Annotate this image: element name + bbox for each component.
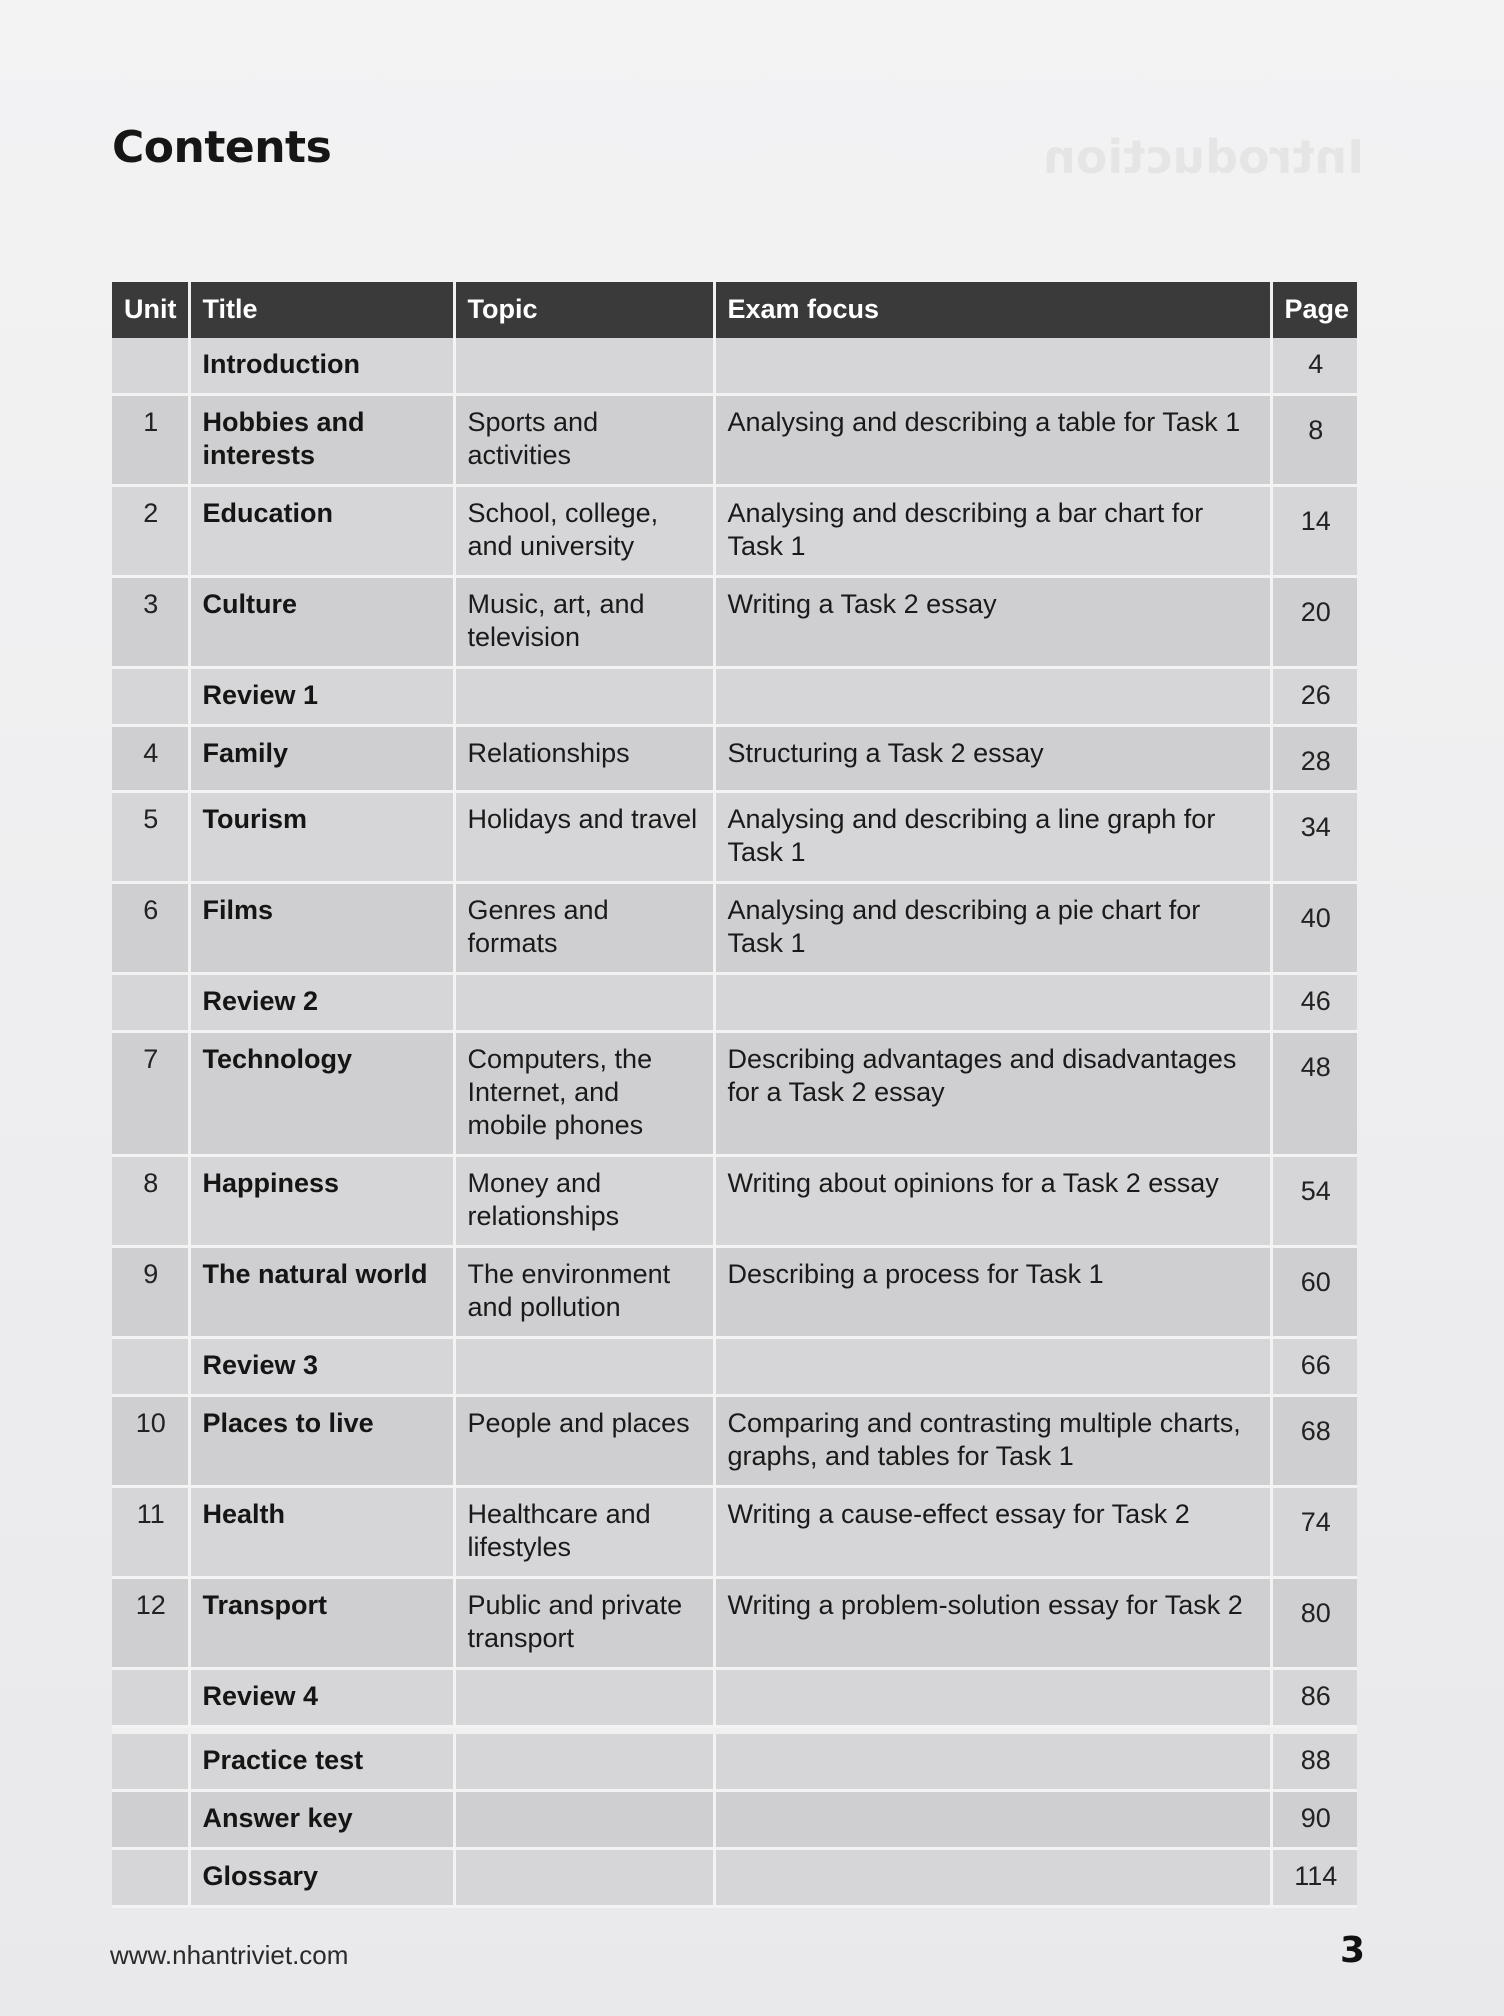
row-topic <box>454 1669 714 1727</box>
row-title: Technology <box>189 1032 454 1156</box>
row-unit: 6 <box>112 883 189 974</box>
row-unit <box>112 668 189 726</box>
row-topic: Money and relationships <box>454 1156 714 1247</box>
row-title: Review 2 <box>189 974 454 1032</box>
row-page: 90 <box>1271 1791 1357 1849</box>
row-topic: Holidays and travel <box>454 792 714 883</box>
row-page: 54 <box>1271 1156 1357 1247</box>
header-exam-focus: Exam focus <box>714 282 1271 338</box>
website-url: www.nhantriviet.com <box>110 1940 349 1970</box>
row-exam-focus: Describing advantages and disadvantages for a Task 2 essay <box>714 1032 1271 1156</box>
row-exam-focus: Structuring a Task 2 essay <box>714 726 1271 792</box>
row-unit: 1 <box>112 395 189 486</box>
page-number: 3 <box>1340 1930 1366 1971</box>
row-exam-focus <box>714 1338 1271 1396</box>
table-row <box>112 1578 1357 1669</box>
row-page: 86 <box>1271 1669 1357 1727</box>
row-unit: 9 <box>112 1247 189 1338</box>
row-title: Review 4 <box>189 1669 454 1727</box>
row-topic: Sports and activities <box>454 395 714 486</box>
row-page: 26 <box>1271 668 1357 726</box>
contents-table <box>112 282 1357 1908</box>
table-header-row <box>112 282 1357 338</box>
row-exam-focus: Writing a cause-effect essay for Task 2 <box>714 1487 1271 1578</box>
table-row <box>112 1338 1357 1396</box>
table-row <box>112 486 1357 577</box>
row-topic: Relationships <box>454 726 714 792</box>
row-title: Happiness <box>189 1156 454 1247</box>
table-row <box>112 1032 1357 1156</box>
row-title: Family <box>189 726 454 792</box>
row-title: Review 1 <box>189 668 454 726</box>
table-row <box>112 1396 1357 1487</box>
table-body <box>112 338 1357 1907</box>
show-through-text: Introduction <box>1042 130 1364 184</box>
row-title: Culture <box>189 577 454 668</box>
row-exam-focus <box>714 1734 1271 1791</box>
row-exam-focus: Comparing and contrasting multiple charts, graphs, and tables for Task 1 <box>714 1396 1271 1487</box>
row-topic: Music, art, and television <box>454 577 714 668</box>
row-topic: Healthcare and lifestyles <box>454 1487 714 1578</box>
row-unit <box>112 974 189 1032</box>
table-row <box>112 883 1357 974</box>
table-divider-cell <box>112 1727 1357 1735</box>
row-exam-focus: Writing a problem-solution essay for Task 2 <box>714 1578 1271 1669</box>
row-unit <box>112 1338 189 1396</box>
row-exam-focus: Analysing and describing a line graph for Task 1 <box>714 792 1271 883</box>
row-exam-focus: Analysing and describing a bar chart for Task 1 <box>714 486 1271 577</box>
row-unit <box>112 1734 189 1791</box>
row-unit: 2 <box>112 486 189 577</box>
row-exam-focus <box>714 1669 1271 1727</box>
header-topic: Topic <box>454 282 714 338</box>
row-topic: The environment and pollution <box>454 1247 714 1338</box>
row-topic: School, college, and university <box>454 486 714 577</box>
row-page: 114 <box>1271 1849 1357 1907</box>
row-title: Answer key <box>189 1791 454 1849</box>
row-topic <box>454 974 714 1032</box>
row-unit: 10 <box>112 1396 189 1487</box>
table-row <box>112 974 1357 1032</box>
row-page: 80 <box>1271 1578 1357 1669</box>
row-topic <box>454 1338 714 1396</box>
row-topic: Genres and formats <box>454 883 714 974</box>
table-row <box>112 1156 1357 1247</box>
row-topic: Computers, the Internet, and mobile phones <box>454 1032 714 1156</box>
row-unit: 5 <box>112 792 189 883</box>
row-topic: Public and private transport <box>454 1578 714 1669</box>
row-exam-focus: Writing about opinions for a Task 2 essay <box>714 1156 1271 1247</box>
table-row <box>112 1849 1357 1907</box>
table-row <box>112 1487 1357 1578</box>
row-page: 14 <box>1271 486 1357 577</box>
row-unit: 3 <box>112 577 189 668</box>
row-exam-focus <box>714 338 1271 395</box>
row-unit: 8 <box>112 1156 189 1247</box>
row-exam-focus <box>714 668 1271 726</box>
row-title: Glossary <box>189 1849 454 1907</box>
row-topic <box>454 1849 714 1907</box>
table-row <box>112 1669 1357 1727</box>
row-title: Introduction <box>189 338 454 395</box>
row-title: The natural world <box>189 1247 454 1338</box>
row-title: Places to live <box>189 1396 454 1487</box>
row-page: 74 <box>1271 1487 1357 1578</box>
row-title: Tourism <box>189 792 454 883</box>
row-page: 28 <box>1271 726 1357 792</box>
row-page: 4 <box>1271 338 1357 395</box>
row-topic <box>454 338 714 395</box>
row-unit <box>112 1849 189 1907</box>
row-page: 20 <box>1271 577 1357 668</box>
row-unit <box>112 338 189 395</box>
table-row <box>112 338 1357 395</box>
row-topic <box>454 1734 714 1791</box>
table-row <box>112 577 1357 668</box>
row-title: Health <box>189 1487 454 1578</box>
row-page: 46 <box>1271 974 1357 1032</box>
row-title: Review 3 <box>189 1338 454 1396</box>
row-page: 8 <box>1271 395 1357 486</box>
row-page: 66 <box>1271 1338 1357 1396</box>
row-page: 48 <box>1271 1032 1357 1156</box>
row-exam-focus <box>714 1849 1271 1907</box>
row-unit: 12 <box>112 1578 189 1669</box>
row-title: Practice test <box>189 1734 454 1791</box>
header-unit: Unit <box>112 282 189 338</box>
row-exam-focus <box>714 974 1271 1032</box>
row-exam-focus: Analysing and describing a table for Task 1 <box>714 395 1271 486</box>
table-row <box>112 726 1357 792</box>
table-divider <box>112 1727 1357 1735</box>
row-topic <box>454 668 714 726</box>
table-row <box>112 1247 1357 1338</box>
row-title: Transport <box>189 1578 454 1669</box>
row-title: Hobbies and interests <box>189 395 454 486</box>
table-row <box>112 792 1357 883</box>
row-exam-focus: Analysing and describing a pie chart for Task 1 <box>714 883 1271 974</box>
row-exam-focus <box>714 1791 1271 1849</box>
table-row <box>112 668 1357 726</box>
header-title: Title <box>189 282 454 338</box>
row-title: Education <box>189 486 454 577</box>
row-unit <box>112 1791 189 1849</box>
row-title: Films <box>189 883 454 974</box>
page-title: Contents <box>112 122 332 173</box>
row-exam-focus: Describing a process for Task 1 <box>714 1247 1271 1338</box>
row-unit: 11 <box>112 1487 189 1578</box>
row-unit: 7 <box>112 1032 189 1156</box>
row-topic: People and places <box>454 1396 714 1487</box>
table-row <box>112 1734 1357 1791</box>
row-page: 40 <box>1271 883 1357 974</box>
row-unit: 4 <box>112 726 189 792</box>
row-page: 88 <box>1271 1734 1357 1791</box>
row-unit <box>112 1669 189 1727</box>
table-row <box>112 1791 1357 1849</box>
row-page: 34 <box>1271 792 1357 883</box>
table-row <box>112 395 1357 486</box>
row-topic <box>454 1791 714 1849</box>
row-page: 68 <box>1271 1396 1357 1487</box>
row-page: 60 <box>1271 1247 1357 1338</box>
row-exam-focus: Writing a Task 2 essay <box>714 577 1271 668</box>
header-page: Page <box>1271 282 1357 338</box>
